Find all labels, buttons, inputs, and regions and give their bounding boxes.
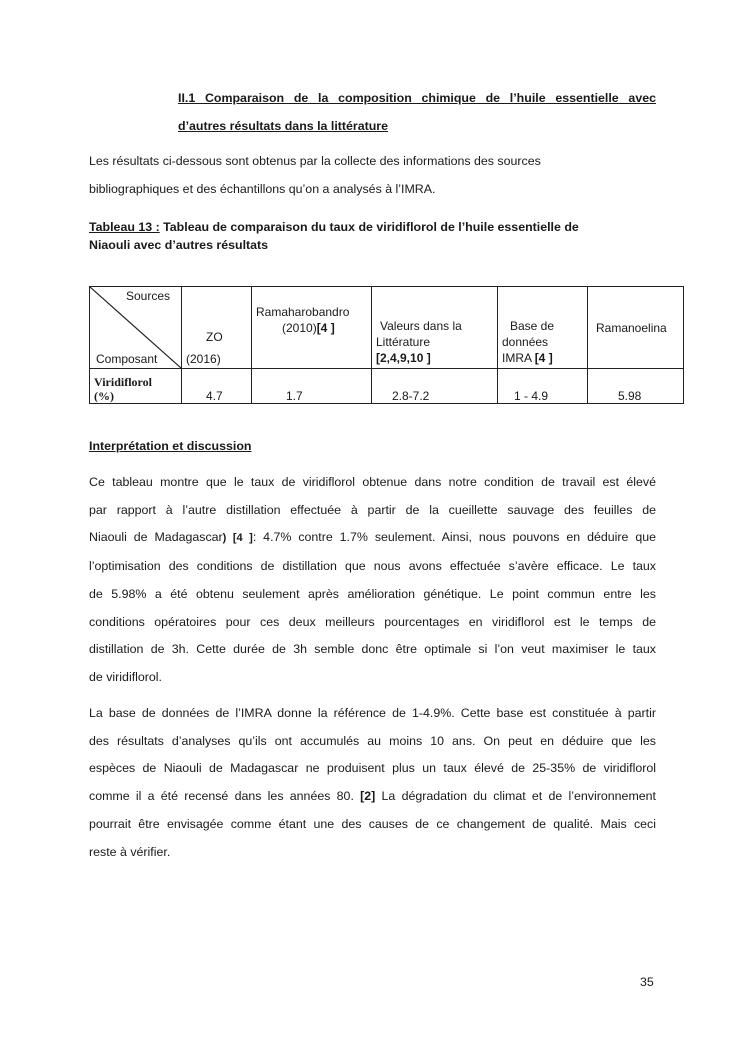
litterature-line1: Valeurs dans la xyxy=(380,319,462,333)
row-label-line1: Viridiflorol xyxy=(94,375,152,389)
section-heading-line1: II.1 Comparaison de la composition chimique de l’huile essentielle avec xyxy=(178,91,656,105)
table-header-row xyxy=(90,287,684,369)
paragraph-1-line: conditions opératoires pour ces deux meilleurs pourcentages en viridiflorol est le temps de xyxy=(89,614,656,629)
table-caption-text-2: Niaouli avec d’autres résultats xyxy=(89,238,269,252)
paragraph-1-line3-start: Niaouli de Madagascar xyxy=(89,530,223,545)
paragraph-2-line: des résultats d’analyses qu’ils ont accumulés au moins 10 ans. On peut en déduire que les xyxy=(89,733,656,748)
paragraph-2-line4-start: comme il a été recensé dans les années 80. xyxy=(89,789,361,804)
paragraph-2-line: La base de données de l’IMRA donne la référence de 1-4.9%. Cette base est constituée à partir xyxy=(89,706,656,720)
zo-line2: (2016) xyxy=(186,352,221,366)
comparison-table xyxy=(89,286,684,404)
column-header-litterature xyxy=(372,287,498,369)
imra-line2: données xyxy=(502,335,549,349)
row-label-line2: (%) xyxy=(94,389,114,403)
paragraph-1-line: Ce tableau montre que le taux de viridiflorol obtenue dans notre condition de travail est élevé xyxy=(89,475,656,489)
corner-composant-label: Composant xyxy=(96,352,158,366)
paragraph-1 xyxy=(89,469,656,692)
section-heading xyxy=(178,84,656,140)
intro-line1: Les résultats ci-dessous sont obtenus par la collecte des informations des sources xyxy=(89,154,541,168)
paragraph-2 xyxy=(89,700,656,866)
intro-paragraph xyxy=(89,147,659,203)
litterature-ref: [2,4,9,10 ] xyxy=(376,351,431,365)
column-header-zo xyxy=(182,287,252,369)
discussion-heading: Interprétation et discussion xyxy=(89,439,252,453)
zo-line1: ZO xyxy=(206,330,223,344)
imra-line1: Base de xyxy=(510,319,555,333)
column-header-ramaharobandro xyxy=(252,287,372,369)
table-caption xyxy=(89,218,649,254)
page-number: 35 xyxy=(640,975,654,989)
paragraph-1-line: de viridiflorol. xyxy=(89,669,162,684)
paragraph-1-line: par rapport à l’autre distillation effectuée à partir de la cueillette sauvage des feuilles de xyxy=(89,502,656,517)
paragraph-1-line xyxy=(89,524,656,553)
imra-ref: [4 ] xyxy=(534,351,553,365)
column-header-imra xyxy=(498,287,588,369)
intro-line2: bibliographiques et des échantillons qu’on a analysés à l’IMRA. xyxy=(89,182,436,196)
ramaharobandro-ref: [4 ] xyxy=(316,321,335,335)
corner-sources-label: Sources xyxy=(126,289,171,303)
table-caption-label: Tableau 13 : xyxy=(89,220,160,234)
value-ramanoelina: 5.98 xyxy=(588,369,684,404)
ramaharobandro-line1: Ramaharobandro xyxy=(256,305,350,319)
paragraph-1-line: l’optimisation des conditions de distillation que nous avons effectuée s’avère efficace. Le taux xyxy=(89,559,656,574)
paragraph-1-line: de 5.98% a été obtenu seulement après amélioration génétique. Le point commun entre les xyxy=(89,586,656,601)
paragraph-2-line4-rest: La dégradation du climat et de l’environnement xyxy=(375,789,656,804)
value-zo: 4.7 xyxy=(182,369,252,404)
table-row xyxy=(90,369,684,404)
imra-line3: IMRA xyxy=(502,351,532,365)
value-imra: 1 - 4.9 xyxy=(498,369,588,404)
table-caption-text-1: Tableau de comparaison du taux de viridiflorol de l’huile essentielle de xyxy=(159,220,579,234)
paragraph-1-line: distillation de 3h. Cette durée de 3h semble donc être optimale si l’on veut maximiser le taux xyxy=(89,642,656,657)
paragraph-2-line xyxy=(89,783,656,811)
row-label-viridiflorol xyxy=(90,369,182,404)
paragraph-2-line: espèces de Niaouli de Madagascar ne produisent plus un taux élevé de 25-35% de viridiflorol xyxy=(89,761,656,776)
paragraph-1-line3-rest: : 4.7% contre 1.7% seulement. Ainsi, nous pouvons en déduire que xyxy=(252,530,656,545)
value-ramaharobandro: 1.7 xyxy=(252,369,372,404)
paragraph-1-reference: ) [4 ] xyxy=(222,532,253,545)
paragraph-2-line: reste à vérifier. xyxy=(89,844,171,859)
corner-cell xyxy=(90,287,182,369)
value-litterature: 2.8-7.2 xyxy=(372,369,498,404)
paragraph-2-line: pourrait être envisagée comme étant une des causes de ce changement de qualité. Mais ceci xyxy=(89,816,656,831)
ramanoelina-line1: Ramanoelina xyxy=(596,320,667,335)
column-header-ramanoelina xyxy=(588,287,684,369)
litterature-line2: Littérature xyxy=(376,335,431,349)
ramaharobandro-year: (2010) xyxy=(282,321,317,335)
paragraph-2-reference: [2] xyxy=(360,789,376,804)
section-heading-line2: d’autres résultats dans la littérature xyxy=(178,119,389,133)
